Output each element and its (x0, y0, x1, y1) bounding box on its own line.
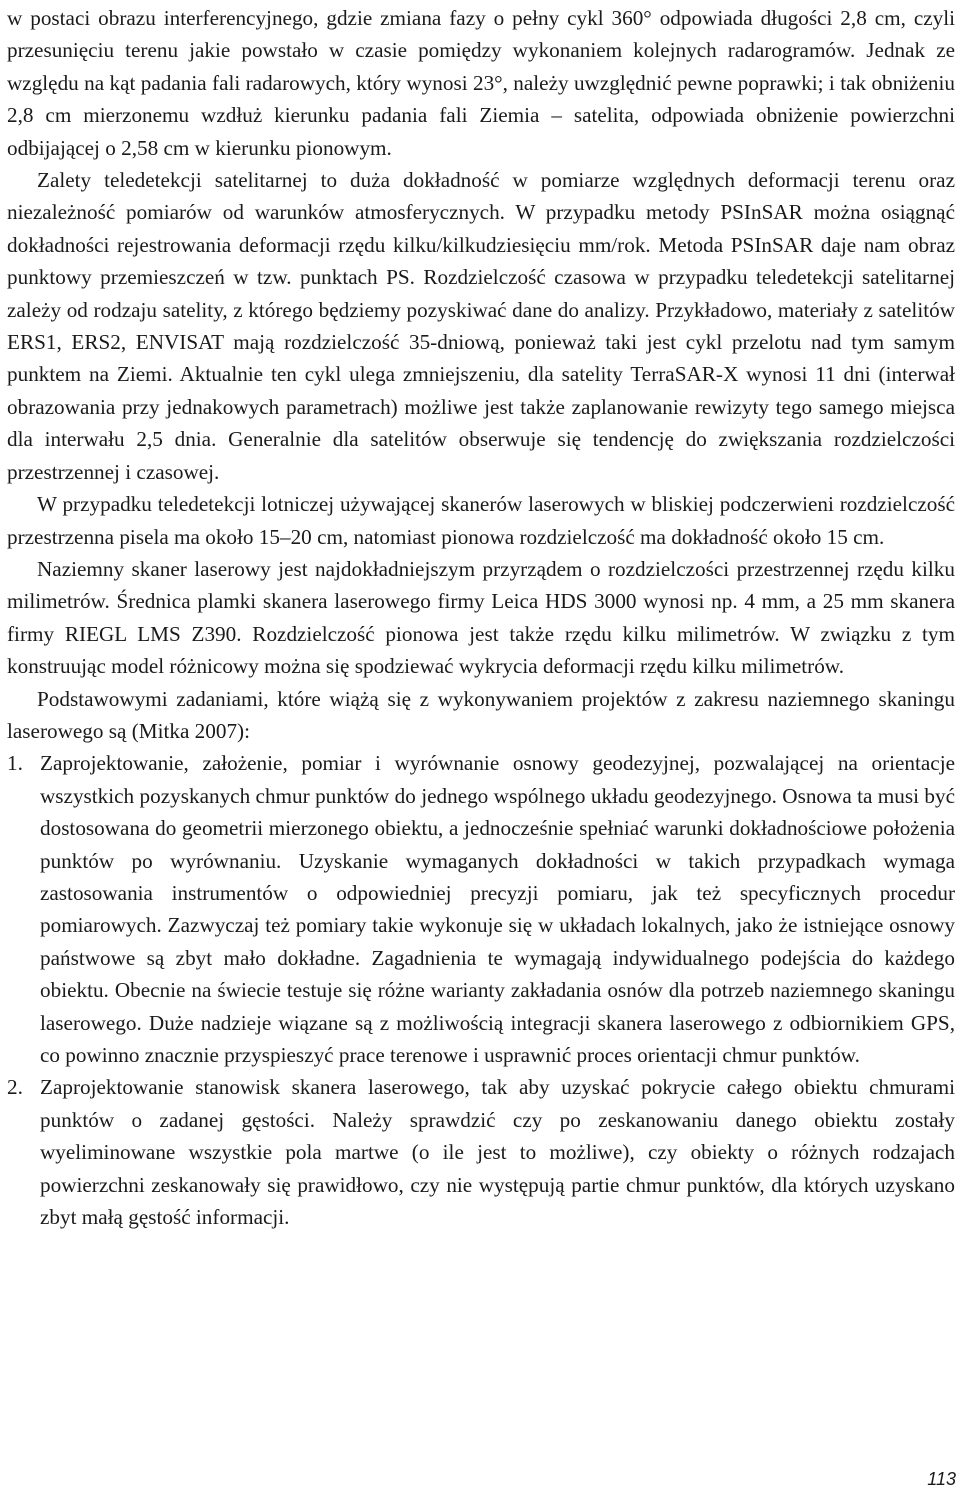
list-item-text: Zaprojektowanie, założenie, pomiar i wyrównanie osnowy geodezyjnej, pozwalającej na orientacje wszystkich pozyskanych chmur punktów do jednego wspólnego układu geodezyjnego. Osnowa ta musi być dostosowana do geometrii mierzonego obiektu, a jednocześnie spełniać warunki dokładnościowe położenia punktów po wyrównaniu. Uzyskanie wymaganych dokładności w takich przypadkach wymaga zastosowania instrumentów o odpowiedniej precyzji pomiaru, jak też specyficznych procedur pomiarowych. Zazwyczaj też pomiary takie wykonuje się w układach lokalnych, jako że istniejące osnowy państwowe są zbyt mało dokładne. Zagadnienia te wymagają indywidualnego podejścia do każdego obiektu. Obecnie na świecie testuje się różne warianty zakładania osnów dla potrzeb naziemnego skaningu laserowego. Duże nadzieje wiązane są z możliwością integracji skanera laserowego z odbiornikiem GPS, co powinno znacznie przyspieszyć prace terenowe i usprawnić proces orientacji chmur punktów. (40, 751, 955, 1067)
paragraph-satellite-advantages: Zalety teledetekcji satelitarnej to duża dokładność w pomiarze względnych deformacji terenu oraz niezależność pomiarów od warunków atmosferycznych. W przypadku metody PSInSAR można osiągnąć dokładności rejestrowania deformacji rzędu kilku/kilkudziesięciu mm/rok. Metoda PSInSAR daje nam obraz punktowy przemieszczeń w tzw. punktach PS. Rozdzielczość czasowa w przypadku teledetekcji satelitarnej zależy od rodzaju satelity, z którego będziemy pozyskiwać dane do analizy. Przykładowo, materiały z satelitów ERS1, ERS2, ENVISAT mają rozdzielczość 35-dniową, ponieważ taki jest cykl przelotu nad tym samym punktem na Ziemi. Aktualnie ten cykl ulega zmniejszeniu, dla satelity TerraSAR-X wynosi 11 dni (interwał obrazowania przy jednakowych parametrach) możliwe jest także zaplanowanie rewizyty tego samego miejsca dla interwału 2,5 dnia. Generalnie dla satelitów obserwuje się tendencję do zwiększania rozdzielczości przestrzennej i czasowej. (7, 168, 955, 484)
list-item-number: 2. (7, 1075, 23, 1100)
paragraph-tasks-intro: Podstawowymi zadaniami, które wiążą się z wykonywaniem projektów z zakresu naziemnego skaningu laserowego są (Mitka 2007): (7, 686, 955, 743)
paragraph-airborne-scanning: W przypadku teledetekcji lotniczej używającej skanerów laserowych w bliskiej podczerwieni rozdzielczość przestrzenna pisela ma około 15–20 cm, natomiast pionowa rozdzielczość ma dokładność około 15 cm. (7, 492, 955, 549)
list-item (7, 747, 955, 1071)
paragraph-continuation: w postaci obrazu interferencyjnego, gdzie zmiana fazy o pełny cykl 360° odpowiada długości 2,8 cm, czyli przesunięciu terenu jakie powstało w czasie pomiędzy wykonaniem kolejnych radarogramów. Jednak ze względu na kąt padania fali radarowych, który wynosi 23°, należy uwzględnić pewne poprawki; i tak obniżeniu 2,8 cm mierzonemu wzdłuż kierunku padania fali Ziemia – satelita, odpowiada obniżenie powierzchni odbijającej o 2,58 cm w kierunku pionowym. (7, 6, 955, 160)
page-number: 113 (927, 1469, 956, 1489)
list-item-number: 1. (7, 751, 23, 776)
list-item (7, 1071, 955, 1233)
document-page (7, 2, 955, 1233)
paragraph-terrestrial-scanner: Naziemny skaner laserowy jest najdokładniejszym przyrządem o rozdzielczości przestrzennej rzędu kilku milimetrów. Średnica plamki skanera laserowego firmy Leica HDS 3000 wynosi np. 4 mm, a 25 mm skanera firmy RIEGL LMS Z390. Rozdzielczość pionowa jest także rzędu kilku milimetrów. W związku z tym konstruując model różnicowy można się spodziewać wykrycia deformacji rzędu kilku milimetrów. (7, 556, 955, 679)
list-item-text: Zaprojektowanie stanowisk skanera laserowego, tak aby uzyskać pokrycie całego obiektu chmurami punktów o zadanej gęstości. Należy sprawdzić czy po zeskanowaniu danego obiektu zostały wyeliminowane wszystkie pola martwe (o ile jest to możliwe), czy obiekty o różnych rodzajach powierzchni zeskanowały się prawidłowo, czy nie występują partie chmur punktów, dla których uzyskano zbyt małą gęstość informacji. (40, 1075, 955, 1230)
